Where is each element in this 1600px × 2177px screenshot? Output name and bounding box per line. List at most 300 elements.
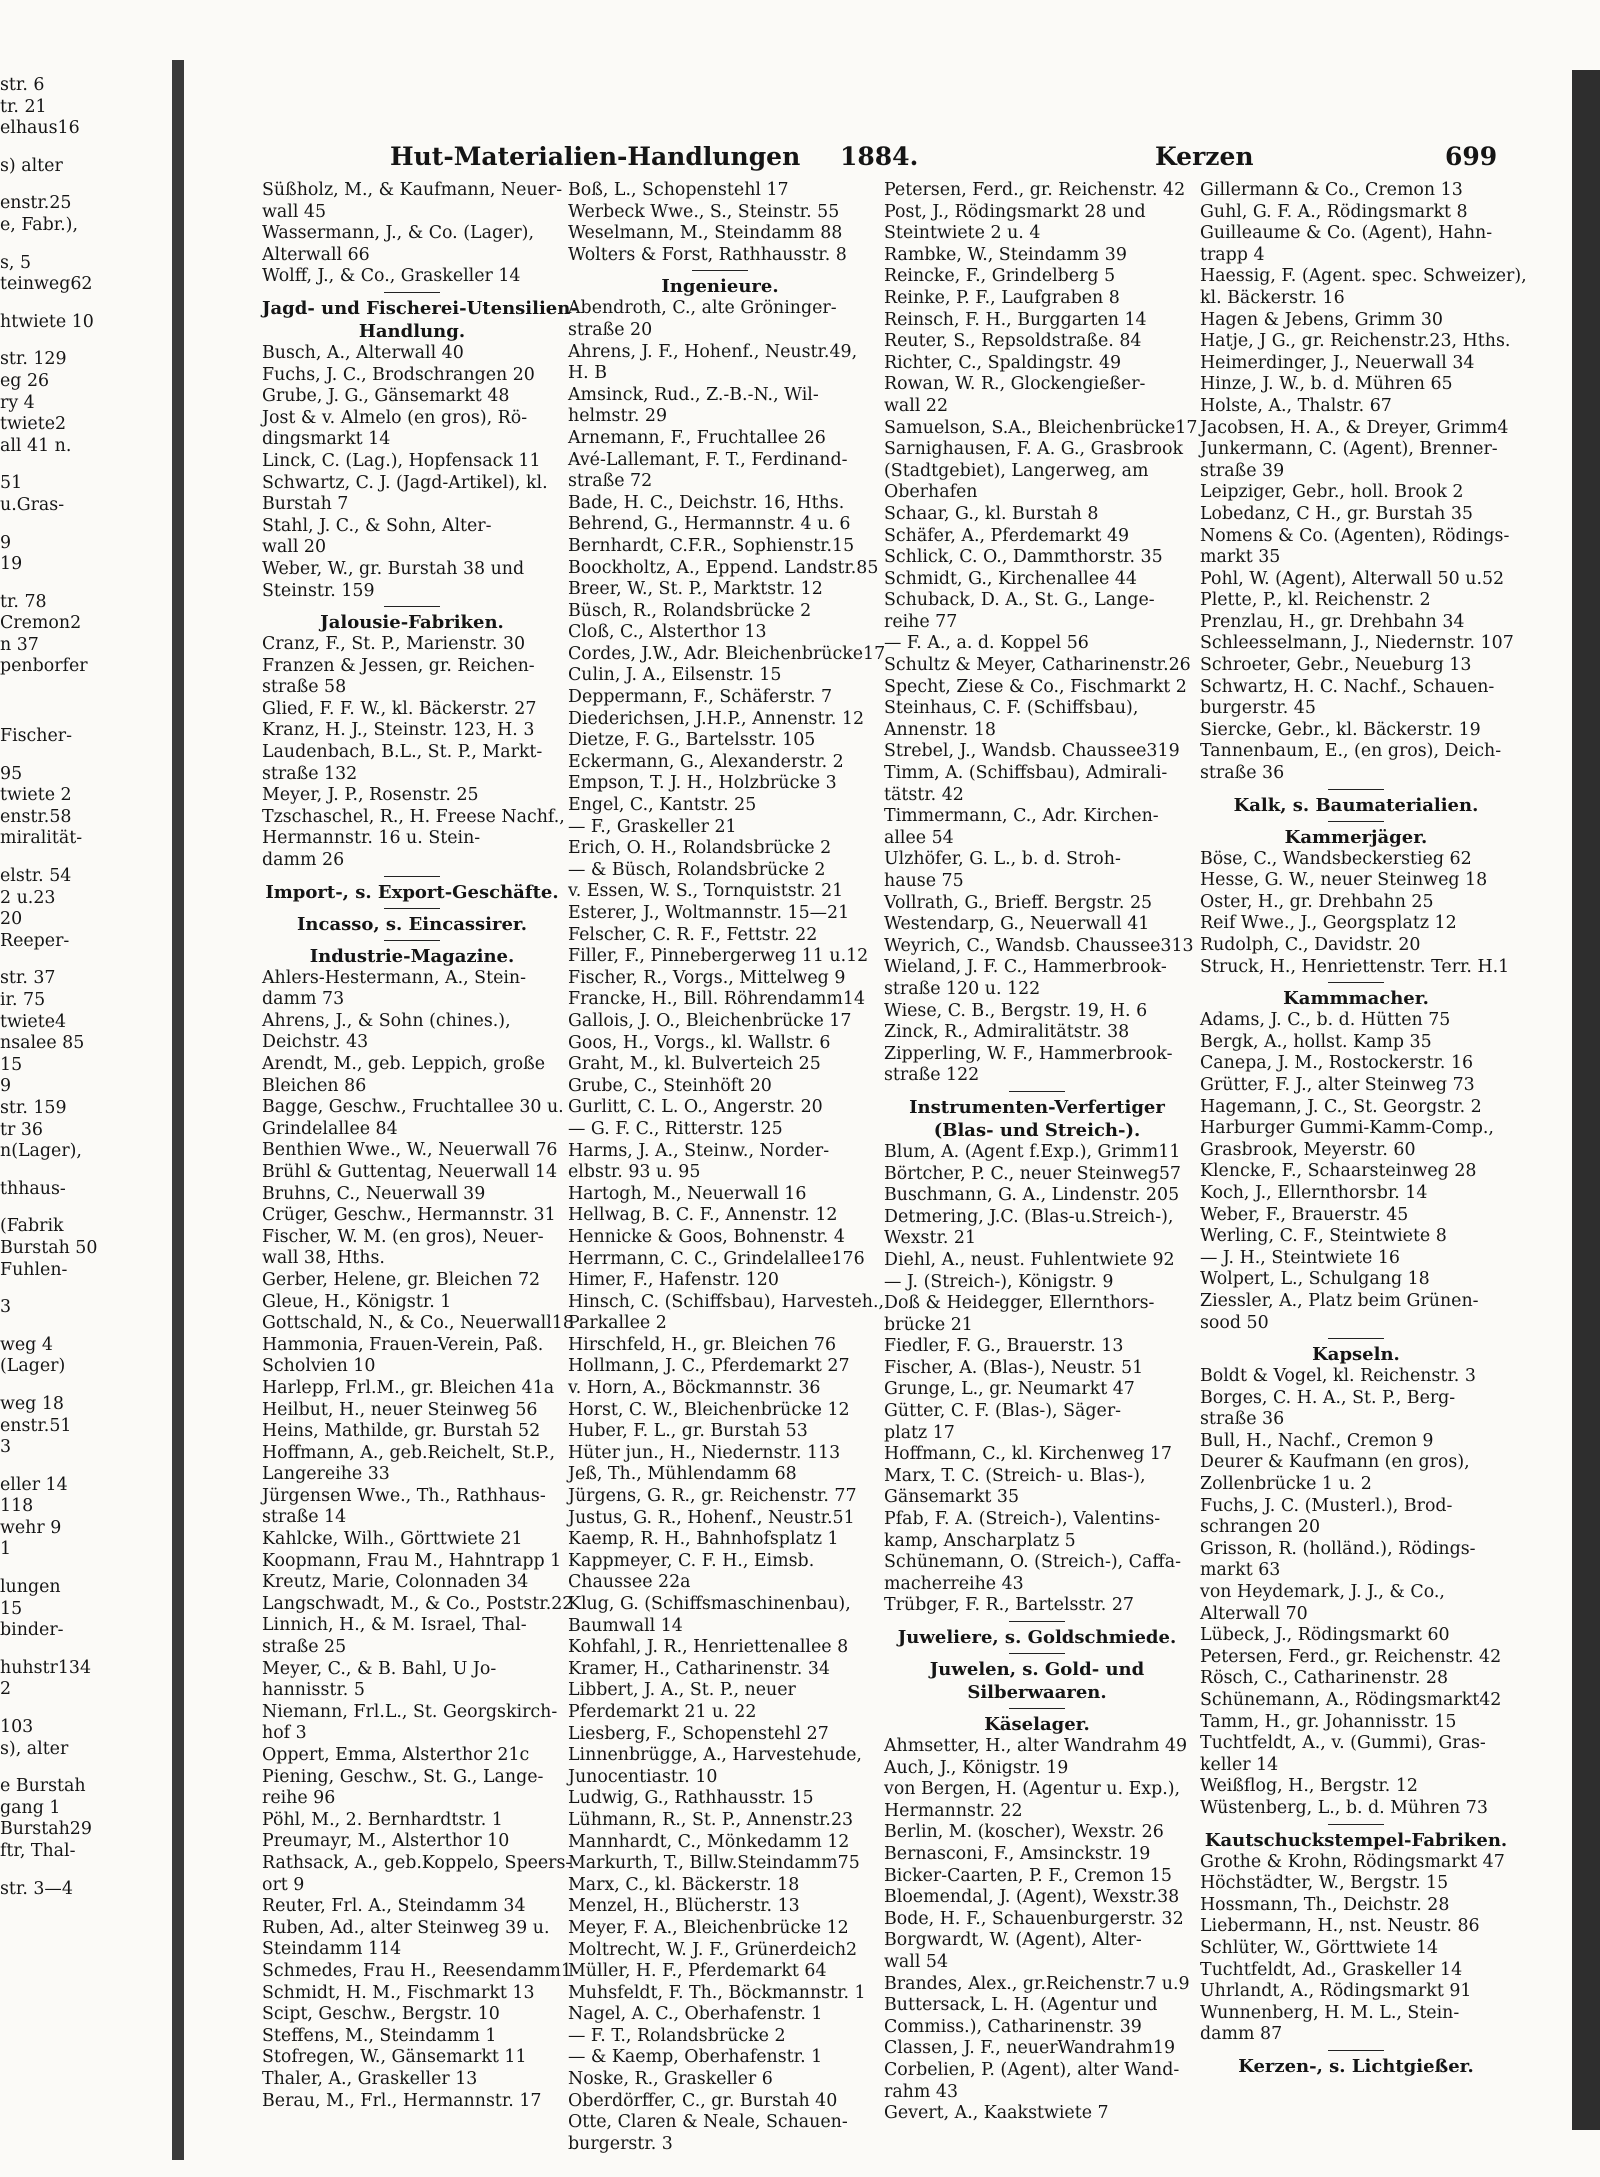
directory-entry: Fischer, R., Vorgs., Mittelweg 9 [568,967,846,988]
fragment-line: 3 [0,1437,12,1458]
directory-entry: Abendroth, C., alte Gröninger- [568,298,837,319]
fragment-gap [0,850,172,866]
directory-entry: Süßholz, M., & Kaufmann, Neuer- [262,180,563,200]
fragment-gap [0,576,172,592]
directory-entry: Heimerdinger, J., Neuerwall 34 [1200,352,1475,373]
section-heading: Kerzen-, s. Lichtgießer. [1238,2055,1474,2077]
directory-entry: Gurlitt, C. L. O., Angerstr. 20 [568,1097,823,1118]
directory-entry: Kramer, H., Catharinenstr. 34 [568,1658,830,1679]
directory-entry: Dietze, F. G., Bartelsstr. 105 [568,730,816,751]
directory-entry: Behrend, G., Hermannstr. 4 u. 6 [568,514,851,535]
directory-entry: Meyer, C., & B. Bahl, U Jo- [262,1658,497,1679]
directory-entry: kamp, Anscharplatz 5 [884,1530,1076,1551]
fragment-line: binder- [0,1620,64,1641]
directory-entry: Kappmeyer, C. F. H., Eimsb. [568,1550,815,1571]
directory-entry: Haessig, F. (Agent. spec. Schweizer), [1200,266,1527,287]
previous-page-fragment [0,75,172,2125]
directory-entry: Fischer, A. (Blas-), Neustr. 51 [884,1357,1144,1378]
section-heading: Kammmacher. [1283,988,1429,1010]
directory-entry: Oberdörffer, C., gr. Burstah 40 [568,2090,838,2111]
directory-entry: von Heydemark, J. J., & Co., [1200,1582,1445,1603]
directory-entry: — F. T., Rolandsbrücke 2 [568,2025,786,2046]
directory-entry: Liesberg, F., Schopenstehl 27 [568,1723,829,1744]
directory-entry: Huber, F. L., gr. Burstah 53 [568,1421,808,1442]
directory-entry: Pöhl, M., 2. Bernhardtstr. 1 [262,1809,503,1830]
directory-entry: Heilbut, H., neuer Steinweg 56 [262,1399,538,1420]
fragment-line: 3 [0,1297,12,1318]
section-divider [1009,1708,1065,1709]
fragment-gap [0,678,172,694]
directory-entry: dingsmarkt 14 [262,429,391,450]
directory-entry: Gänsemarkt 35 [884,1487,1020,1508]
directory-entry: keller 14 [1200,1754,1279,1775]
directory-entry: Richter, C., Spaldingstr. 49 [884,352,1122,373]
directory-entry: Ludwig, G., Rathhausstr. 15 [568,1788,814,1809]
directory-entry: Schmidt, H. M., Fischmarkt 13 [262,1982,535,2003]
fragment-line: str. 6 [0,75,45,95]
directory-entry: Wexstr. 21 [884,1228,977,1249]
directory-entry: Schäfer, A., Pferdemarkt 49 [884,525,1130,546]
directory-entry: Reinke, P. F., Laufgraben 8 [884,287,1120,308]
column-2 [568,180,886,2154]
fragment-line: str. 3—4 [0,1878,73,1899]
directory-entry: Borgwardt, W. (Agent), Alter- [884,1930,1142,1951]
section-heading: Juwelen, s. Gold- und [929,1659,1145,1680]
fragment-line: nsalee 85 [0,1033,85,1054]
directory-entry: Glied, F. F. W., kl. Bäckerstr. 27 [262,698,537,719]
directory-entry: Petersen, Ferd., gr. Reichenstr. 42 [1200,1646,1502,1667]
section-heading: (Blas- und Streich-). [933,1119,1141,1141]
directory-entry: wall 38, Hths. [262,1248,385,1269]
directory-entry: v. Essen, W. S., Tornquiststr. 21 [568,881,844,902]
directory-entry: Steinstr. 159 [262,580,375,601]
directory-entry: Grube, C., Steinhöft 20 [568,1075,772,1096]
section-heading: Kautschuckstempel-Fabriken. [1204,1829,1508,1851]
directory-entry: Francke, H., Bill. Röhrendamm14 [568,989,866,1010]
directory-entry: trapp 4 [1200,244,1265,265]
fragment-gap [0,1701,172,1717]
directory-entry: Horst, C. W., Bleichenbrücke 12 [568,1399,850,1420]
directory-entry: Weselmann, M., Steindamm 88 [568,223,843,244]
directory-entry: Gerber, Helene, gr. Bleichen 72 [262,1269,541,1290]
directory-entry: Linnich, H., & M. Israel, Thal- [262,1615,527,1636]
directory-entry: Kranz, H. J., Steinstr. 123, H. 3 [262,720,535,741]
fragment-line: n(Lager), [0,1141,82,1162]
section-divider [1009,1653,1065,1654]
directory-entry: Herrmann, C. C., Grindelallee176 [568,1248,865,1269]
directory-entry: Bicker-Caarten, P. F., Cremon 15 [884,1865,1172,1886]
directory-entry: — J. (Streich-), Königstr. 9 [884,1271,1114,1292]
directory-entry: wall 54 [884,1951,949,1972]
directory-entry: Kahlcke, Wilh., Görttwiete 21 [262,1529,523,1550]
running-header [200,142,1498,178]
fragment-line: s) alter [0,155,63,176]
directory-entry: Buttersack, L. H. (Agentur und [884,1995,1158,2016]
directory-entry: Hoffmann, C., kl. Kirchenweg 17 [884,1444,1172,1465]
directory-entry: Rudolph, C., Davidstr. 20 [1200,935,1421,955]
directory-entry: Meyer, F. A., Bleichenbrücke 12 [568,1917,849,1938]
directory-entry: Bloemendal, J. (Agent), Wexstr.38 [884,1887,1180,1908]
directory-entry: Post, J., Rödingsmarkt 28 und [884,201,1146,222]
directory-entry: Harlepp, Frl.M., gr. Bleichen 41a [262,1377,555,1398]
directory-entry: Blum, A. (Agent f.Exp.), Grimm11 [884,1141,1181,1162]
directory-entry: straße 14 [262,1507,347,1528]
directory-entry: Pferdemarkt 21 u. 22 [568,1701,757,1722]
directory-entry: Schünemann, O. (Streich-), Caffa- [884,1552,1181,1573]
directory-entry: Benthien Wwe., W., Neuerwall 76 [262,1140,558,1161]
directory-entry: Alterwall 70 [1200,1603,1308,1624]
fragment-gap [0,1281,172,1297]
directory-entry: Strebel, J., Wandsb. Chaussee319 [884,741,1180,762]
fragment-line: tr 36 [0,1119,43,1140]
section-divider [384,876,440,877]
directory-entry: Bade, H. C., Deichstr. 16, Hths. [568,492,845,513]
section-divider [384,940,440,941]
directory-entry: — F. A., a. d. Koppel 56 [884,633,1089,654]
directory-entry: Nagel, A. C., Oberhafenstr. 1 [568,2004,823,2025]
directory-entry: Holste, A., Thalstr. 67 [1200,395,1392,416]
directory-entry: Pohl, W. (Agent), Alterwall 50 u.52 [1200,568,1505,589]
directory-entry: Buschmann, G. A., Lindenstr. 205 [884,1185,1180,1206]
directory-entry: Goos, H., Vorgs., kl. Wallstr. 6 [568,1032,831,1053]
directory-entry: Moltrecht, W. J. F., Grünerdeich2 [568,1939,858,1960]
fragment-gap [0,694,172,710]
fragment-line: enstr.58 [0,806,72,827]
directory-entry: Wiese, C. B., Bergstr. 19, H. 6 [884,1000,1148,1021]
directory-entry: Empson, T. J. H., Holzbrücke 3 [568,773,837,794]
directory-entry: Hossmann, Th., Deichstr. 28 [1200,1894,1450,1915]
directory-entry: wall 20 [262,537,327,558]
directory-entry: Canepa, J. M., Rostockerstr. 16 [1200,1053,1474,1074]
directory-entry: Culin, J. A., Eilsenstr. 15 [568,665,782,686]
directory-entry: Werling, C. F., Steintwiete 8 [1200,1226,1447,1247]
directory-entry: Niemann, Frl.L., St. Georgskirch- [262,1701,558,1722]
section-heading: Kapseln. [1312,1344,1400,1366]
fragment-line: Fuhlen- [0,1259,68,1280]
fragment-line: n 37 [0,634,39,655]
fragment-line: 9 [0,532,12,553]
fragment-gap [0,1319,172,1335]
directory-entry: Weyrich, C., Wandsb. Chaussee313 [884,935,1194,956]
fragment-gap [0,237,172,253]
fragment-gap [0,952,172,968]
directory-entry: straße 39 [1200,460,1285,481]
directory-entry: Brühl & Guttentag, Neuerwall 14 [262,1161,558,1182]
directory-entry: Hennicke & Goos, Bohnenstr. 4 [568,1226,845,1247]
directory-entry: Jürgens, G. R., gr. Reichenstr. 77 [568,1486,857,1507]
section-divider [692,270,748,271]
directory-entry: platz 17 [884,1422,955,1443]
directory-entry: H. B [568,363,608,384]
directory-entry: Börtcher, P. C., neuer Steinweg57 [884,1163,1181,1184]
directory-entry: hof 3 [262,1723,307,1744]
directory-entry: Heins, Mathilde, gr. Burstah 52 [262,1421,541,1442]
directory-entry: Grasbrook, Meyerstr. 60 [1200,1139,1416,1160]
directory-entry: Bergk, A., hollst. Kamp 35 [1200,1031,1432,1052]
fragment-line: (Lager) [0,1356,66,1377]
directory-entry: Hoffmann, A., geb.Reichelt, St.P., [262,1442,555,1463]
fragment-line: twiete2 [0,414,67,435]
directory-entry: Reuter, S., Repsoldstraße. 84 [884,331,1142,352]
directory-entry: Kaemp, R. H., Bahnhofsplatz 1 [568,1529,839,1550]
directory-entry: Siercke, Gebr., kl. Bäckerstr. 19 [1200,719,1481,740]
directory-entry: Deichstr. 43 [262,1032,369,1053]
directory-entry: Junkermann, C. (Agent), Brenner- [1200,439,1498,460]
directory-entry: Jürgensen Wwe., Th., Rathhaus- [262,1485,546,1506]
directory-entry: Grothe & Krohn, Rödingsmarkt 47 [1200,1851,1505,1872]
fragment-gap [0,517,172,533]
directory-entry: Libbert, J. A., St. P., neuer [568,1680,796,1701]
directory-entry: Schlick, C. O., Dammthorstr. 35 [884,547,1163,568]
directory-entry: Samuelson, S.A., Bleichenbrücke17 [884,417,1198,438]
fragment-line: Burstah29 [0,1819,92,1840]
section-heading: Handlung. [358,320,466,342]
directory-entry: Zipperling, W. F., Hammerbrook- [884,1043,1173,1064]
directory-entry: von Bergen, H. (Agentur u. Exp.), [884,1779,1181,1800]
fragment-line: s, 5 [0,252,32,273]
directory-entry: Schleesselmann, J., Niedernstr. 107 [1200,633,1514,654]
directory-entry: Corbelien, P. (Agent), alter Wand- [884,2059,1180,2080]
directory-entry: Grunge, L., gr. Neumarkt 47 [884,1379,1135,1400]
directory-entry: Liebermann, H., nst. Neustr. 86 [1200,1916,1480,1937]
directory-entry: Timmermann, C., Adr. Kirchen- [884,806,1159,827]
directory-entry: Berlin, M. (koscher), Wexstr. 26 [884,1822,1164,1843]
fragment-line: 95 [0,763,23,784]
section-divider [1328,789,1384,790]
directory-entry: tätstr. 42 [884,784,964,805]
directory-entry: Zinck, R., Admiralitätstr. 38 [884,1022,1130,1043]
fragment-gap [0,1163,172,1179]
directory-entry: Weber, W., gr. Burstah 38 und [262,558,525,579]
fragment-line: s), alter [0,1738,69,1759]
directory-entry: Arnemann, F., Fruchtallee 26 [568,427,826,448]
directory-entry: Nomens & Co. (Agenten), Rödings- [1200,525,1510,546]
directory-entry: Bernasconi, F., Amsinckstr. 19 [884,1843,1151,1864]
directory-entry: Boockholtz, A., Eppend. Landstr.85 [568,557,879,578]
header-keyword: Kerzen [1155,142,1254,171]
directory-entry: Schwartz, C. J. (Jagd-Artikel), kl. [262,472,548,493]
directory-entry: — J. H., Steintwiete 16 [1200,1247,1400,1268]
directory-entry: Mannhardt, C., Mönkedamm 12 [568,1831,850,1852]
directory-entry: Muhsfeldt, F. Th., Böckmannstr. 1 [568,1982,866,2003]
directory-entry: Harms, J. A., Steinw., Norder- [568,1140,830,1161]
directory-entry: Ruben, Ad., alter Steinweg 39 u. [262,1917,550,1938]
page-number: 699 [1445,142,1498,171]
directory-entry: Bruhns, C., Neuerwall 39 [262,1183,486,1204]
directory-entry: Böse, C., Wandsbeckerstieg 62 [1200,848,1472,869]
fragment-gap [0,333,172,349]
directory-entry: Meyer, J. P., Rosenstr. 25 [262,785,479,806]
directory-entry: wall 22 [884,395,949,416]
directory-entry: Markurth, T., Billw.Steindamm75 [568,1853,860,1874]
section-divider [384,606,440,607]
directory-entry: Junocentiastr. 10 [568,1766,718,1787]
header-section-title: Hut-Materialien-Handlungen [390,142,801,171]
section-heading: Kammerjäger. [1284,826,1428,848]
directory-entry: Hagen & Jebens, Grimm 30 [1200,309,1443,330]
directory-entry: Thaler, A., Graskeller 13 [262,2068,478,2089]
directory-entry: Classen, J. F., neuerWandrahm19 [884,2038,1176,2059]
directory-entry: Lübeck, J., Rödingsmarkt 60 [1200,1625,1450,1646]
directory-entry: Erich, O. H., Rolandsbrücke 2 [568,838,832,859]
section-heading: Jalousie-Fabriken. [320,612,504,634]
directory-entry: Langschwadt, M., & Co., Poststr.22 [262,1593,574,1614]
directory-entry: Gleue, H., Königstr. 1 [262,1291,452,1312]
directory-entry: Grube, J. G., Gänsemarkt 48 [262,386,510,407]
directory-entry: Scholvien 10 [262,1356,376,1377]
directory-entry: reihe 77 [884,611,958,632]
directory-entry: Wolff, J., & Co., Graskeller 14 [262,266,521,287]
directory-entry: Gottschald, N., & Co., Neuerwall18 [262,1313,574,1334]
fragment-line: str. 159 [0,1097,67,1118]
directory-entry: Rowan, W. R., Glockengießer- [884,374,1146,395]
directory-entry: Westendarp, G., Neuerwall 41 [884,914,1150,935]
fragment-line: 15 [0,1054,23,1075]
fragment-line: (Fabrik [0,1216,64,1237]
directory-entry: Ahmsetter, H., alter Wandrahm 49 [884,1736,1188,1756]
directory-entry: Sarnighausen, F. A. G., Grasbrook [884,439,1184,460]
directory-entry: Pfab, F. A. (Streich-), Valentins- [884,1509,1161,1530]
directory-entry: Lühmann, R., St. P., Annenstr.23 [568,1809,854,1830]
directory-entry: Hermannstr. 16 u. Stein- [262,828,481,849]
header-year: 1884. [840,142,919,171]
directory-entry: Steintwiete 2 u. 4 [884,223,1041,244]
directory-entry: reihe 96 [262,1788,336,1809]
directory-entry: Stofregen, W., Gänsemarkt 11 [262,2047,527,2068]
directory-entry: Plette, P., kl. Reichenstr. 2 [1200,590,1431,611]
directory-entry: Wüstenberg, L., b. d. Mühren 73 [1200,1797,1488,1818]
fragment-line: twiete 2 [0,785,72,806]
directory-entry: macherreihe 43 [884,1573,1024,1594]
directory-entry: Linnenbrügge, A., Harvestehude, [568,1745,862,1766]
directory-entry: sood 50 [1200,1312,1269,1333]
directory-entry: Parkallee 2 [568,1313,667,1334]
directory-entry: straße 72 [568,471,653,492]
section-divider [384,908,440,909]
directory-entry: Hagemann, J. C., St. Georgstr. 2 [1200,1096,1482,1117]
fragment-line: 2 [0,1679,12,1700]
fragment-line: 19 [0,554,23,575]
fragment-line: 2 u.23 [0,887,56,908]
directory-entry: Grindelallee 84 [262,1118,398,1139]
directory-entry: (Stadtgebiet), Langerweg, am [884,460,1149,481]
section-heading: Incasso, s. Eincassirer. [296,913,527,935]
column-1 [262,180,578,2120]
directory-entry: brücke 21 [884,1314,973,1335]
directory-entry: Himer, F., Hafenstr. 120 [568,1270,779,1291]
directory-entry: Grisson, R. (holländ.), Rödings- [1200,1538,1476,1559]
directory-entry: Hirschfeld, H., gr. Bleichen 76 [568,1334,837,1355]
directory-entry: Grütter, F. J., alter Steinweg 73 [1200,1074,1475,1095]
fragment-gap [0,457,172,473]
fragment-line: Fischer- [0,726,72,747]
fragment-line: u.Gras- [0,494,65,515]
directory-entry: Petersen, Ferd., gr. Reichenstr. 42 [884,180,1186,200]
directory-entry: Schuback, D. A., St. G., Lange- [884,590,1155,611]
directory-entry: Hatje, J G., gr. Reichenstr.23, Hths. [1200,331,1511,352]
fragment-line: str. 129 [0,349,67,370]
directory-entry: Reif Wwe., J., Georgsplatz 12 [1200,913,1457,934]
directory-entry: Alterwall 66 [262,244,370,265]
section-heading: Juweliere, s. Goldschmiede. [897,1627,1177,1648]
fragment-line: elstr. 54 [0,866,72,887]
directory-entry: Bleichen 86 [262,1075,367,1096]
directory-entry: Höchstädter, W., Bergstr. 15 [1200,1873,1449,1894]
directory-entry: Gevert, A., Kaakstwiete 7 [884,2103,1109,2124]
directory-entry: markt 63 [1200,1560,1281,1581]
fragment-line: huhstr134 [0,1657,92,1678]
fragment-line: 103 [0,1717,34,1738]
directory-entry: Schwartz, H. C. Nachf., Schauen- [1200,676,1495,697]
directory-entry: Guilleaume & Co. (Agent), Hahn- [1200,223,1493,244]
directory-entry: Franzen & Jessen, gr. Reichen- [262,655,535,676]
fragment-line: 15 [0,1598,23,1619]
fragment-gap [0,1561,172,1577]
fragment-line: 1 [0,1539,12,1560]
directory-entry: Hüter jun., H., Niedernstr. 113 [568,1442,841,1463]
directory-entry: Struck, H., Henriettenstr. Terr. H.1 [1200,956,1510,977]
section-heading: Instrumenten-Verfertiger [909,1096,1165,1118]
directory-entry: Klencke, F., Schaarsteinweg 28 [1200,1161,1477,1182]
directory-entry: Ulzhöfer, G. L., b. d. Stroh- [884,849,1121,870]
directory-entry: allee 54 [884,827,954,848]
fragment-line: 118 [0,1496,34,1517]
directory-entry: Amsinck, Rud., Z.-B.-N., Wil- [568,384,819,405]
directory-entry: Jost & v. Almelo (en gros), Rö- [262,407,528,428]
directory-entry: Leipziger, Gebr., holl. Brook 2 [1200,482,1464,503]
section-heading: Industrie-Magazine. [309,945,515,967]
directory-entry: Schaar, G., kl. Burstah 8 [884,503,1099,524]
directory-entry: Wolpert, L., Schulgang 18 [1200,1269,1430,1290]
directory-entry: Rathsack, A., geb.Koppelo, Speers- [262,1852,572,1873]
fragment-line: elhaus16 [0,118,80,139]
directory-entry: v. Horn, A., Böckmannstr. 36 [568,1378,821,1399]
directory-entry: straße 122 [884,1065,980,1086]
directory-entry: Lobedanz, C H., gr. Burstah 35 [1200,503,1473,524]
directory-entry: Fiedler, F. G., Brauerstr. 13 [884,1336,1124,1357]
fragment-line: Reeper- [0,930,70,951]
fragment-line: all 41 n. [0,435,72,456]
directory-entry: Preumayr, M., Alsterthor 10 [262,1831,510,1852]
directory-entry: Steinhaus, C. F. (Schiffsbau), [884,698,1139,719]
fragment-line: thhaus- [0,1178,66,1199]
directory-entry: Hammonia, Frauen-Verein, Paß. [262,1334,544,1355]
directory-entry: Koch, J., Ellernthorsbr. 14 [1200,1182,1428,1203]
directory-entry: Fischer, W. M. (en gros), Neuer- [262,1226,544,1247]
directory-entry: markt 35 [1200,547,1281,568]
directory-entry: Bernhardt, C.F.R., Sophienstr.15 [568,535,855,556]
directory-entry: Hartogh, M., Neuerwall 16 [568,1183,807,1204]
directory-entry: Tuchtfeldt, A., v. (Gummi), Gras- [1200,1733,1486,1754]
directory-entry: Harburger Gummi-Kamm-Comp., [1200,1118,1494,1139]
directory-entry: helmstr. 29 [568,406,668,427]
directory-entry: Werbeck Wwe., S., Steinstr. 55 [568,201,840,222]
directory-entry: Cordes, J.W., Adr. Bleichenbrücke17 [568,643,886,664]
fragment-gap [0,1200,172,1216]
fragment-line: twiete4 [0,1011,67,1032]
directory-entry: rahm 43 [884,2081,959,2102]
directory-entry: Gallois, J. O., Bleichenbrücke 17 [568,1010,852,1031]
fragment-gap [0,748,172,764]
fragment-line: e Burstah [0,1776,86,1797]
directory-entry: Chaussee 22a [568,1572,691,1593]
directory-entry: Boß, L., Schopenstehl 17 [568,180,789,200]
section-heading: Ingenieure. [661,276,779,298]
directory-entry: schrangen 20 [1200,1517,1321,1538]
directory-entry: Langereihe 33 [262,1464,390,1485]
directory-entry: Schultz & Meyer, Catharinenstr.26 [884,655,1191,676]
directory-entry: — & Kaemp, Oberhafenstr. 1 [568,2047,823,2068]
